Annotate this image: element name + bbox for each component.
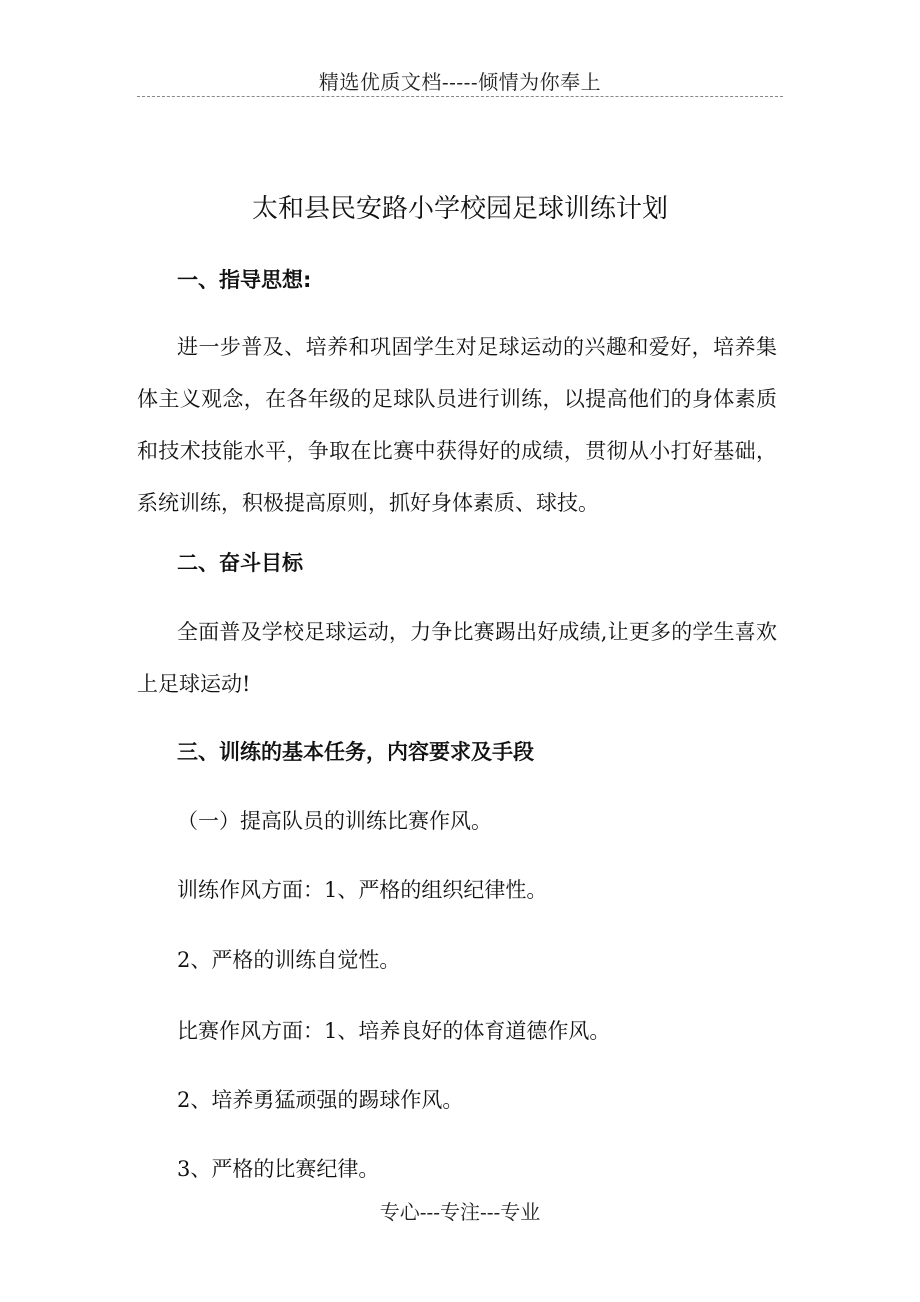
page-footer: 专心---专注---专业 [379,1200,541,1224]
list-item: （一）提高队员的训练比赛作风。 [177,809,492,833]
section-paragraph-goals: 全面普及学校足球运动，力争比赛踢出好成绩,让更多的学生喜欢上足球运动! [137,620,777,696]
list-item: 比赛作风方面：1、培养良好的体育道德作风。 [177,1019,611,1043]
section-heading-training-tasks: 三、训练的基本任务，内容要求及手段 [177,740,534,764]
list-item: 3、严格的比赛纪律。 [177,1157,380,1181]
list-item: 2、培养勇猛顽强的踢球作风。 [177,1088,464,1112]
list-item: 2、严格的训练自觉性。 [177,948,401,972]
section-paragraph-guiding-ideology: 进一步普及、培养和巩固学生对足球运动的兴趣和爱好，培养集体主义观念，在各年级的足球队员进行训练，以提高他们的身体素质和技术技能水平，争取在比赛中获得好的成绩，贯彻从小打好基础，系统训练，积极提高原则，抓好身体素质、球技。 [137,335,777,515]
list-item: 训练作风方面：1、严格的组织纪律性。 [177,878,548,902]
page-header: 精选优质文档-----倾情为你奉上 [318,70,602,94]
section-heading-goals: 二、奋斗目标 [177,551,303,575]
header-divider [137,96,783,97]
section-heading-guiding-ideology: 一、指导思想: [177,268,312,292]
document-title: 太和县民安路小学校园足球训练计划 [251,194,668,224]
